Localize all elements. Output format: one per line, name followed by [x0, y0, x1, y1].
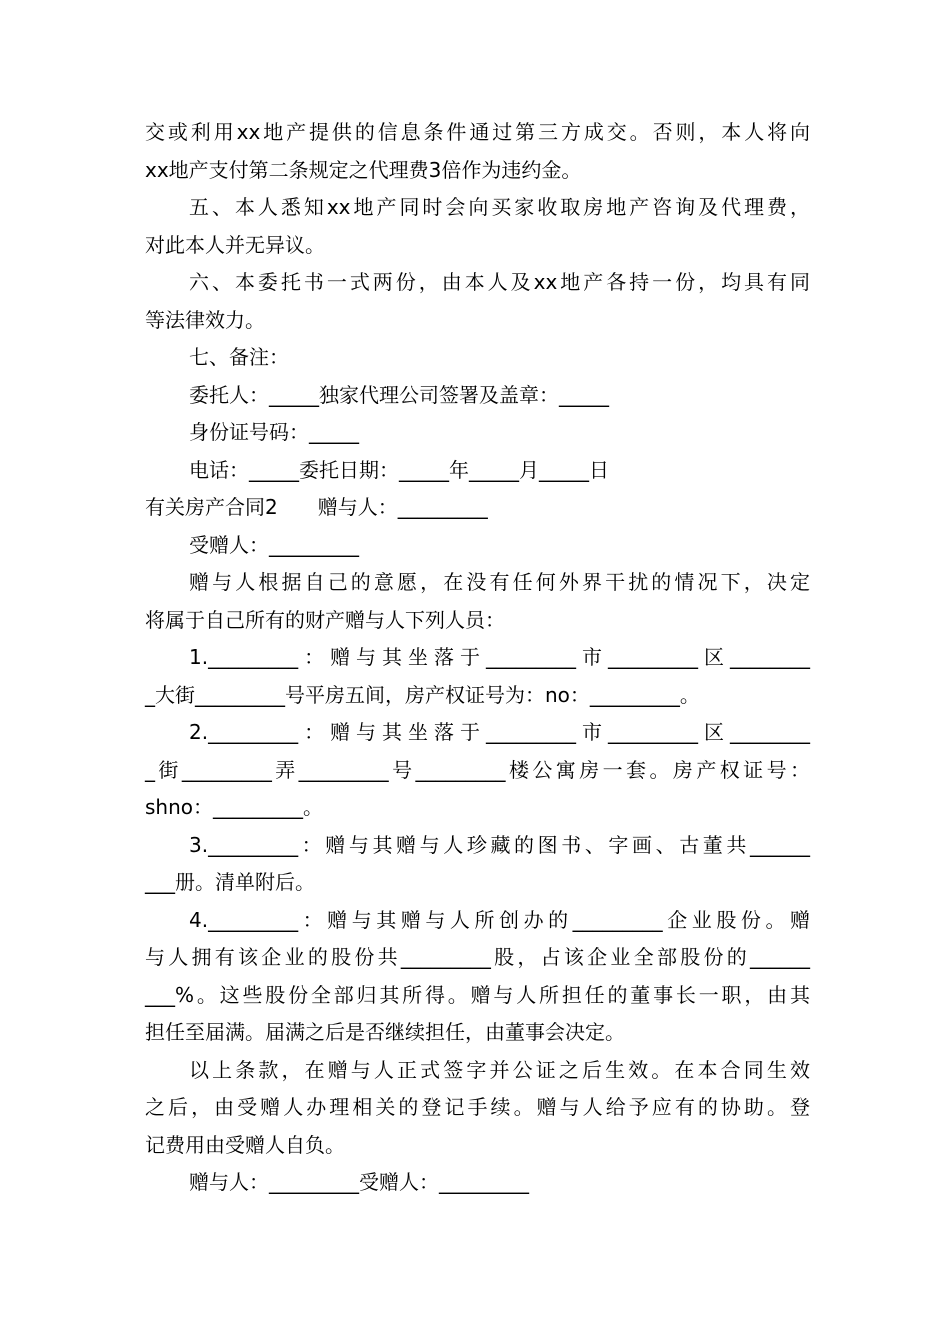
text-line: 将属于自己所有的财产赠与人下列人员：	[145, 607, 505, 632]
text-line: 有关房产合同2 赠与人：_________	[145, 495, 488, 519]
text-line: ___%。这些股份全部归其所得。赠与人所担任的董事长一职，由其	[145, 982, 810, 1007]
text-line: ___册。清单附后。	[145, 870, 315, 894]
text-line: 六、本委托书一式两份，由本人及xx地产各持一份，均具有同	[189, 270, 810, 294]
text-line: _街_________弄_________号_________楼公寓房一套。房产权证号：	[145, 757, 810, 782]
text-line: 2._________：赠与其坐落于_________市_________区________	[189, 720, 810, 744]
text-line: _大街_________号平房五间，房产权证号为：no：_________。	[145, 682, 700, 707]
text-line: 赠与人：_________受赠人：_________	[189, 1170, 529, 1194]
text-line: shno：_________。	[145, 795, 324, 819]
text-line: 交或利用xx地产提供的信息条件通过第三方成交。否则，本人将向	[145, 120, 810, 144]
text-line: 电话：_____委托日期：_____年_____月_____日	[189, 457, 609, 482]
text-line: 委托人：_____独家代理公司签署及盖章：_____	[189, 382, 609, 407]
text-line: 五、本人悉知xx地产同时会向买家收取房地产咨询及代理费，	[189, 195, 810, 219]
text-line: 担任至届满。届满之后是否继续担任，由董事会决定。	[145, 1020, 625, 1044]
document-body	[145, 114, 810, 1202]
text-line: 对此本人并无异议。	[145, 232, 325, 257]
text-line: 之后，由受赠人办理相关的登记手续。赠与人给予应有的协助。登	[145, 1095, 810, 1119]
text-line: xx地产支付第二条规定之代理费3倍作为违约金。	[145, 157, 582, 182]
text-line: 记费用由受赠人自负。	[145, 1132, 345, 1157]
text-line: 4._________：赠与其赠与人所创办的_________企业股份。赠	[189, 907, 810, 932]
text-line: 等法律效力。	[145, 307, 265, 332]
text-line: 以上条款，在赠与人正式签字并公证之后生效。在本合同生效	[189, 1057, 810, 1082]
text-line: 赠与人根据自己的意愿，在没有任何外界干扰的情况下，决定	[189, 570, 810, 594]
text-line: 3._________：赠与其赠与人珍藏的图书、字画、古董共______	[189, 832, 810, 857]
text-line: 身份证号码：_____	[189, 420, 359, 444]
text-line: 与人拥有该企业的股份共_________股，占该企业全部股份的______	[145, 945, 810, 969]
text-line: 受赠人：_________	[189, 532, 359, 557]
text-line: 七、备注：	[189, 345, 289, 369]
text-line: 1._________：赠与其坐落于_________市_________区________	[189, 645, 810, 669]
